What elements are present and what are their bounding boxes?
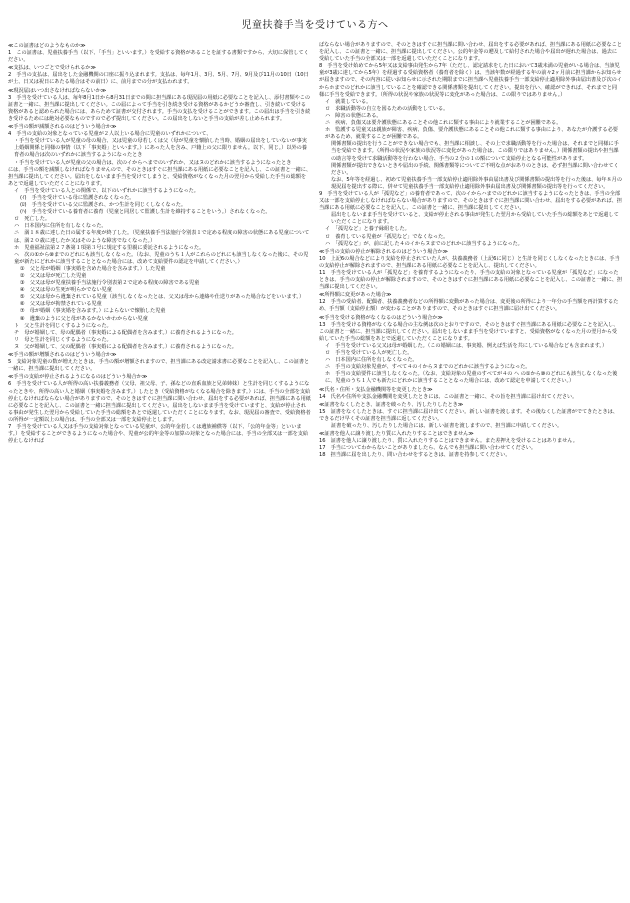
paragraph: 7 手当を受けている人又は手当の支給対象となっている児童が、公的年金若しくは遺族補償等（以下、「公的年金等」といいます。）を受給することができるようになった場合や、児童が公的年金等の加算の対象となった場合には、手当の全部又は一部を支給停止しなければ	[8, 423, 308, 445]
paragraph: ⑦ 母が婚姻（事実婚を含みます。）によらないで懐胎した児童	[20, 308, 166, 315]
paragraph: 13 手当を受ける資格がなくなる場合の主な例は次のとおりですので、そのときはすぐ担当課にある用紙に必要なことを記入し、この証書と一緒に、担当課に提出してください。届出をしないまま手当を受けていますと、受給資格がなくなった月の翌月から受給していた手当の総額をあとで返還していただくことになります。	[319, 321, 619, 342]
paragraph: ニ 手当の支給対象児童が、すべて４のイからヌまでのどれかに該当するようになった。	[325, 364, 531, 371]
section-heading: ≪所得額に変更があった場合≫	[319, 292, 392, 299]
columns	[8, 42, 622, 459]
paragraph: ト 父と生計を同じくするようになった。	[14, 322, 112, 329]
section-heading: ≪この証書はどのようなものか≫	[8, 43, 86, 49]
paragraph: ハ 日本国内に住所を有しなくなった。	[14, 223, 107, 230]
paragraph: 15 証書をなくしたときは、すぐに担当課に届け出てください。新しい証書を渡します。その後なくした証書がでてきたときは、できるだけ早くその証書を担当課に返してください。	[319, 408, 618, 422]
paragraph: ロ 求職活動等の自立を図るための活動をしている。	[325, 105, 449, 112]
paragraph: 5 支給対象児童の数が増えたときは、手当の額が増額されますので、担当課にある改定請求書に必要なことを記入し、この証書と一緒に、担当課に提出してください。	[8, 359, 310, 373]
paragraph: なお、5年等を経過し、初めて児童扶養手当一部支給停止適用除外事由届出書及び関係書類の提出等を行った後は、毎年８月の現況届を提出する際に、併せて児童扶養手当一部支給停止適用除外事由届出書及び関係書類の提出等を行ってください。	[331, 176, 622, 190]
section-heading: ≪手当の支給が停止されるようになるのはどういう場合か≫	[8, 374, 148, 381]
paragraph: ロ 死亡した。	[14, 216, 50, 223]
paragraph: 1 この証書は、児童扶養手当（以下、「手当」といいます。）を受給する資格があることを証する書類ですから、大切に保管してください。	[8, 50, 309, 64]
paragraph: イ 手当を受けている父又は母が婚姻した。（この婚姻には、事実婚、例えば生活を共にしている場合なども含まれます。）	[325, 342, 608, 349]
paragraph: ホ 児童福祉法第２７条第１項第３号に規定する里親に委託されるようになった。	[14, 244, 205, 251]
paragraph: ばならない場合がありますので、そのときはすぐに担当課に問い合わせ、届出をする必要があれば、担当課にある用紙に必要なことを記入し、この証書と一緒に、担当課に提出してください。公的年金等の遡及して給付された場合や届出が遅れた場合は、過去に受給していた手当の全部又は一部を返還していただくことになります。	[319, 42, 622, 63]
paragraph: ② 父又は母が死亡した児童	[20, 273, 87, 279]
section-heading: ≪現況届はいつ出さなければならないか≫	[8, 87, 107, 94]
paragraph: ハ 日本国内に住所を有しなくなった。	[325, 357, 418, 364]
paragraph: イ 手当を受けている人との関係で、以下のいずれかに該当するようになった。	[14, 187, 199, 194]
paragraph: イ 就業している。	[325, 98, 372, 105]
paragraph: 8 手当を受け始めてから5年又は支給事由発生から7年（ただし、認定請求をした日において3歳未満の児童がいる場合は、当該児童が3歳に達してから5年）を経過する受給資格者（養育者を除く）は、当該年数が経過する年の前々2ヶ月前に担当課からお知らせが届きますので、その内容に従いお知らせに示された期限までに担当課へ児童扶養手当一部支給停止適用除外事由届出書及び次のイからホまでのどれかに該当していることを確認できる関係書類を提出してください。提出を行い、確認ができれば、それまでと同様に手当を受給できます。（所得の状況や家族の状況等に変化があった場合は、この限りではありません。）	[319, 63, 622, 98]
section-heading: ≪支払は、いつごとで受けられるか≫	[8, 65, 96, 72]
paragraph: ⑧ 遺棄のように父と母があるかないかわからない児童	[20, 315, 148, 322]
paragraph: ・手当を受けている人が児童の父の場合は、次のイからヘまでのいずれか、又はヌのどれかに該当するようになったとき	[14, 159, 292, 166]
paragraph: 14 氏名や住所や支払金融機関を変更したときには、この証書と一緒に、その旨を担当課に届け出てください。	[319, 393, 578, 400]
paragraph: ニ 満１８歳に達した日の属する年度が終了した。（児童扶養手当法施行令別表１で定める程度の障害の状態にある児童については、満２０歳に達したか又はそのような障害でなくなった。）	[14, 230, 310, 244]
paragraph: ヘ 次の①から⑩までのどれにも該当しなくなった。（なお、児童のうち１人がこれらのどれにも該当しなくなった後に、その児童が新たにどれかに該当することとなった場合には、改めて支給要件の認定を申請してください。）	[14, 251, 309, 265]
paragraph: 10 上記6の場合などにより支給を停止されていた人が、扶養義務者（上記6に同じ）と生計を同じくしなくなったときには、手当の支給停止が解除されますので、担当課にある用紙に必要なことを記入し、提出してください。	[319, 255, 620, 269]
paragraph: ・手当を受けている人が児童の母の場合、又は児童の母若しくは父（母が児童を懐胎した当時、婚姻の届出をしていないが事実上婚姻関係と同様の事情（以下「事実婚」といいます。）にあった人を含み、戸籍上の父に限りません。以下、同じ。）以外の養育者の場合は次のいずれかに該当するようになったとき	[14, 138, 307, 159]
paragraph: 6 手当を受けている人が所得の高い扶養義務者（父母、祖父母、子、孫などの直系血族と兄弟姉妹）と生計を同じくするようになったときや、所得の高い人と婚姻（事実婚を含みます。）したとき（受給資格がなくなる場合を除きます。）には、手当の全部を支給停止しなければならない場合がありますので、そのときはすぐに担当課に問い合わせ、届出をする必要があれば、担当課にある用紙に必要なことを記入し、この証書と一緒に担当課に提出してください。届出をしないまま手当を受けていますと、支給が停止される事由が発生した翌月から受給していた手当の総額をあとで返還していただくことになります。なお、現況届の審査で、受給資格者の所得が一定額以上の場合は、手当の全部又は一部を支給停止とします。	[8, 381, 311, 423]
paragraph: 11 手当を受けている人が「孤児など」を養育するようになったり、手当の支給の対象となっている児童が「孤児など」になったときは、手当の支給の停止が解除されますので、そのときはすぐに担当課にある用紙に必要なことを記入し、この証書と一緒に、担当課に提出してください。	[319, 270, 623, 291]
paragraph: 16 証書を他人に譲り渡したり、質に入れたりすることはできません。また差押えを受けることはありません。	[319, 438, 578, 445]
paragraph: 18 担当課に届を出したり、問い合わせをするときは、証書を持参してください。	[319, 452, 511, 459]
paragraph: 4 手当の支給の対象となっている児童が２人以上いる場合に児童のいずれかについて、	[8, 131, 212, 138]
paragraph: 関係書類が提出できないときや届出の手続、関係書類等についてご不明な点がおありのときは、必ず担当課に問い合わせてください。	[331, 162, 619, 176]
paragraph: (ﾛ) 手当を受けている父に監護され、かつ生計を同じくしなくなった。	[20, 202, 187, 209]
paragraph: ホ 監護する児童又は親族が障害、疾病、負傷、要介護状態にあることその他これに類する事由により、あなたが介護する必要があるため、就業することが困難である。	[325, 127, 618, 141]
paragraph: 証書を破ったり、汚したりした場合には、新しい証書を渡しますので、担当課に申請してください。	[331, 422, 563, 429]
paragraph: 届出をしないまま手当を受けていると、支給が停止される事由が発生した翌月から受給していた手当の総額をあとで返還していただくことになります。	[331, 212, 619, 226]
paragraph: ハ 障害の状態にある。	[325, 112, 382, 119]
section-heading: ≪氏名・住所・支払金融機関等を変更したとき≫	[319, 386, 433, 393]
paragraph: ① 父と母が婚姻（事実婚を含めた場合を含みます。）した児童	[20, 265, 166, 272]
paragraph: ⑤ 父又は母から遺棄されている児童（該当しなくなったとは、父又は母から連絡や仕送りがあった場合などをいいます。）	[20, 294, 305, 301]
paragraph: 2 手当の支払は、届出をした金融機関の口座に振り込まれます。支払は、毎年1月、3月、5月、7月、9月及び11月の10日（10日が土、日又は祝日にあたる場合はその前日）に、前月までの分が支払われます。	[8, 72, 309, 86]
paragraph: 12 手当の受給者、配偶者、扶養義務者などの所得額に変動があった場合は、変更後の所得により一年分の手当額を再計算するため、手当額（支給停止額）が変わることがありますので、そのときはすぐに担当課に届け出てください。	[319, 299, 619, 313]
paragraph: 3 手当を受けている人は、毎年8月1日から8月31日までの間に担当課にある現況届の用紙に必要なことを記入し、添付書類やこの証書と一緒に、担当課に提出してください。この届によって手当を引き続き受ける資格があるかどうか審査し、引き続いて受ける資格があると認められた場合には、あらためて証書が交付されます。手当の支払を受けることができます。この届出は手当を引き続き受けるためには絶対必要なものですので必ず提出してください。この届出をしないと手当の支給が差し止められます。	[8, 94, 311, 122]
section-heading: ≪手当の額が増額されるのはどういう場合か≫	[8, 352, 117, 359]
section-heading: ≪手当の額が減額されるのはどういう場合か≫	[8, 124, 117, 131]
paragraph: 9 手当を受けている人が「孤児など」の養育者であって、次のイからハまでのどれかに該当するようになったときは、手当の全部又は一部を支給停止しなければならない場合がありますので、そのときはすぐに担当課に問い合わせ、届出をする必要があれば、担当課にある用紙に必要なことを記入し、この証書と一緒に、担当課に提出してください。	[319, 190, 622, 212]
paragraph: 17 手当についてわからないことがありましたら、なんでも担当課に問い合わせてください。	[319, 445, 537, 452]
paragraph: ハ 「孤児など」が、前に記した４のイからヌまでのどれかに該当するようになった。	[325, 240, 523, 247]
section-heading: ≪証書を他人に譲り渡したり質に入れたりすることはできません≫	[319, 431, 474, 438]
section-heading: ≪証書をなくしたとき、証書を破ったり、汚したりしたとき≫	[319, 401, 464, 408]
paragraph: ロ 養育している児童が「孤児など」でなくなった。	[325, 233, 449, 240]
paragraph: ロ 手当を受けている人が死亡した。	[325, 350, 413, 357]
paragraph: ヌ 父が婚姻して、父の配偶者（事実婚による配偶者を含みます。）に養育されるようになった。	[14, 343, 237, 350]
left-column	[8, 42, 311, 459]
paragraph: イ 「孤児など」と養子縁組をした。	[325, 226, 410, 233]
paragraph: ③ 父又は母が児童扶養手当法施行令別表第２で定める程度の障害である児童	[20, 280, 200, 287]
paragraph: ⑥ 父又は母が拘禁されている児童	[20, 301, 102, 308]
paragraph: チ 母が婚姻して、母の配偶者（事実婚による配偶者を含みます。）に養育されるようになった。	[14, 329, 237, 336]
paragraph: (ｲ) 手当を受けている母に監護されなくなった。	[20, 194, 135, 201]
paragraph: ニ 疾病、負傷又は要介護状態にあることその他これに類する事由により就業することが困難である。	[325, 120, 562, 127]
paragraph: ホ 手当の支給要件に該当しなくなった。（なお、支給対象の児童のすべてが４の へ の①から⑩のどれにも該当しなくなった後に、児童のうち１人でも新たにどれかに該当することとなった場合には、改めて認定を申請してください。）	[325, 371, 618, 385]
paragraph: 関係書類の提出を行うことができない場合でも、担当課に相談し、その上で求職活動等を行った場合は、それまでと同様に手当を受給できます。（所得の状況や家族の状況等に変化があった場合は、この限りではありません。）関係書類の提出や担当課の助言等を受けて求職活動等を行わない場合、手当の２分の１の額について支給停止となる可能性があります。	[331, 141, 619, 162]
paragraph: ④ 父又は母の生死が明らかでない児童	[20, 287, 112, 294]
paragraph: (ﾊ) 手当を受けている養育者に養育（児童と同居して監護し生計を維持することをいう。）されなくなった。	[20, 209, 271, 216]
paragraph: リ 母と生計を同じくするようになった。	[14, 336, 112, 343]
section-heading: ≪手当の支給の停止が解除されるのはどういう場合か≫	[319, 248, 448, 255]
document-title: 児童扶養手当を受けている方へ	[241, 20, 389, 31]
paragraph: には、手当の額を減額しなければなりませんので、そのときはすぐに担当課にある用紙に必要なことを記入し、この証書と一緒に、担当課に提出してください。届出をしないまま手当を受けてしまうと、受給資格がなくなった月の翌月から受給した手当の総額をあとで返還していただくことになります。	[8, 166, 312, 187]
section-heading: ≪手当を受ける資格がなくなるのはどういう場合か≫	[319, 314, 443, 321]
right-column	[319, 42, 622, 459]
